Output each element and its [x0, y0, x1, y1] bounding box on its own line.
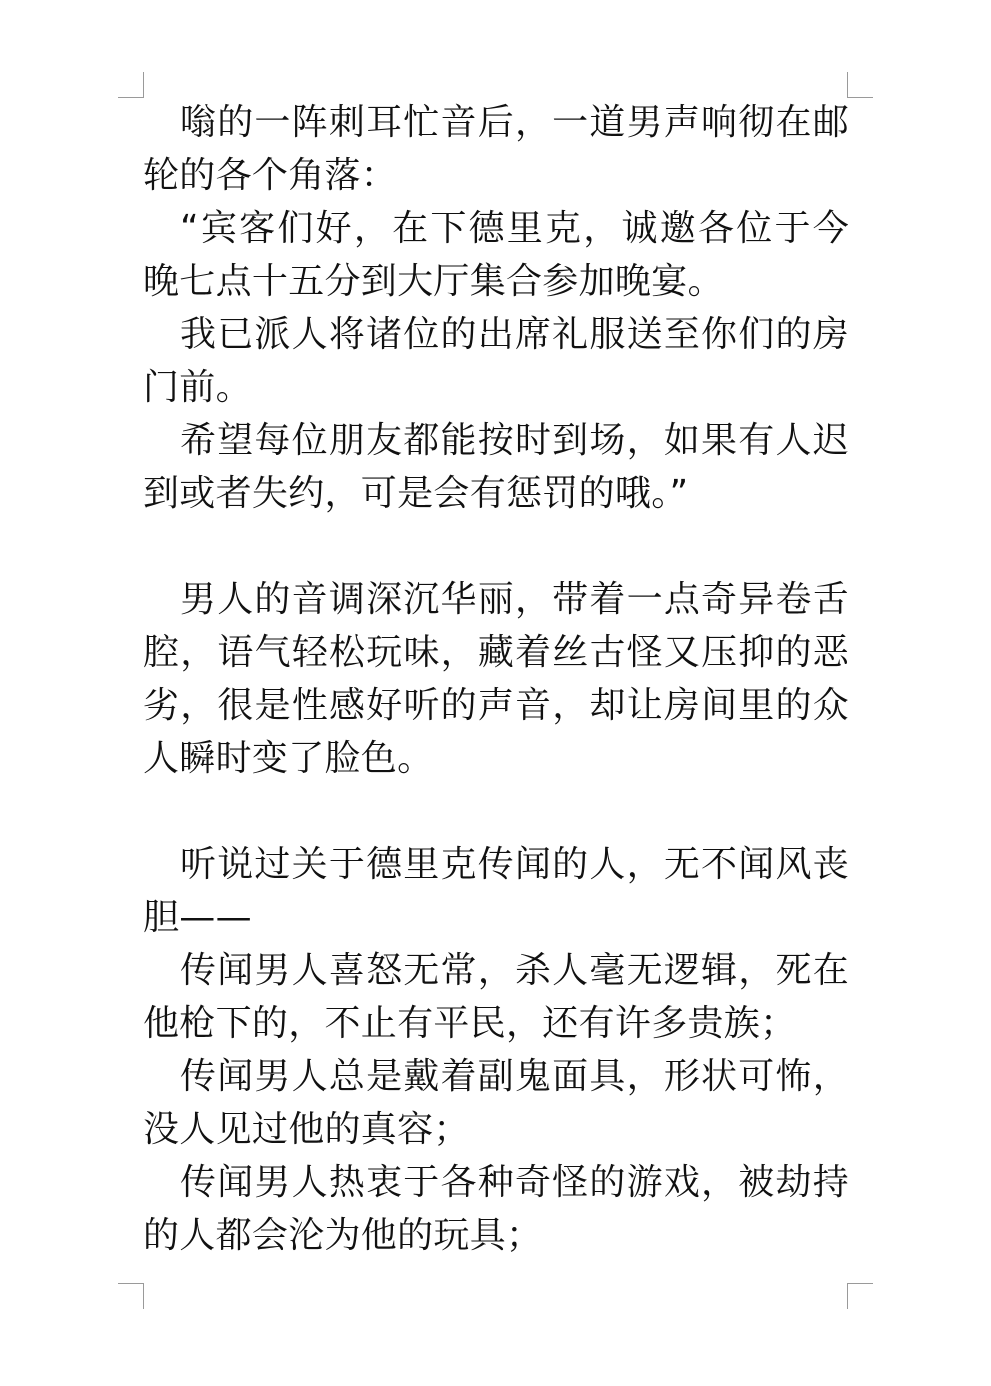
paragraph: 我已派人将诸位的出席礼服送至你们的房门前。: [143, 314, 849, 408]
paragraph: 传闻男人热衷于各种奇怪的游戏，被劫持的人都会沦为他的玩具；: [143, 1162, 849, 1256]
crop-mark-top-left: [118, 72, 144, 98]
paragraph: 男人的音调深沉华丽，带着一点奇异卷舌腔，语气轻松玩味，藏着丝古怪又压抑的恶劣，很是性感好听的声音，却让房间里的众人瞬时变了脸色。: [143, 579, 849, 779]
document-body: [143, 96, 849, 1262]
blank-line: [143, 520, 849, 573]
paragraph: 传闻男人总是戴着副鬼面具，形状可怖，没人见过他的真容；: [143, 1056, 849, 1150]
paragraph: 嗡的一阵刺耳忙音后，一道男声响彻在邮轮的各个角落：: [143, 102, 849, 196]
crop-mark-top-right: [847, 72, 873, 98]
paragraph: 传闻男人喜怒无常，杀人毫无逻辑，死在他枪下的，不止有平民，还有许多贵族；: [143, 950, 849, 1044]
blank-line: [143, 785, 849, 838]
paragraph: “宾客们好，在下德里克，诚邀各位于今晚七点十五分到大厅集合参加晚宴。: [143, 208, 849, 302]
crop-mark-bottom-right: [847, 1283, 873, 1309]
paragraph: 听说过关于德里克传闻的人，无不闻风丧胆——: [143, 844, 849, 938]
paragraph: 希望每位朋友都能按时到场，如果有人迟到或者失约，可是会有惩罚的哦。”: [143, 420, 849, 514]
crop-mark-bottom-left: [118, 1283, 144, 1309]
